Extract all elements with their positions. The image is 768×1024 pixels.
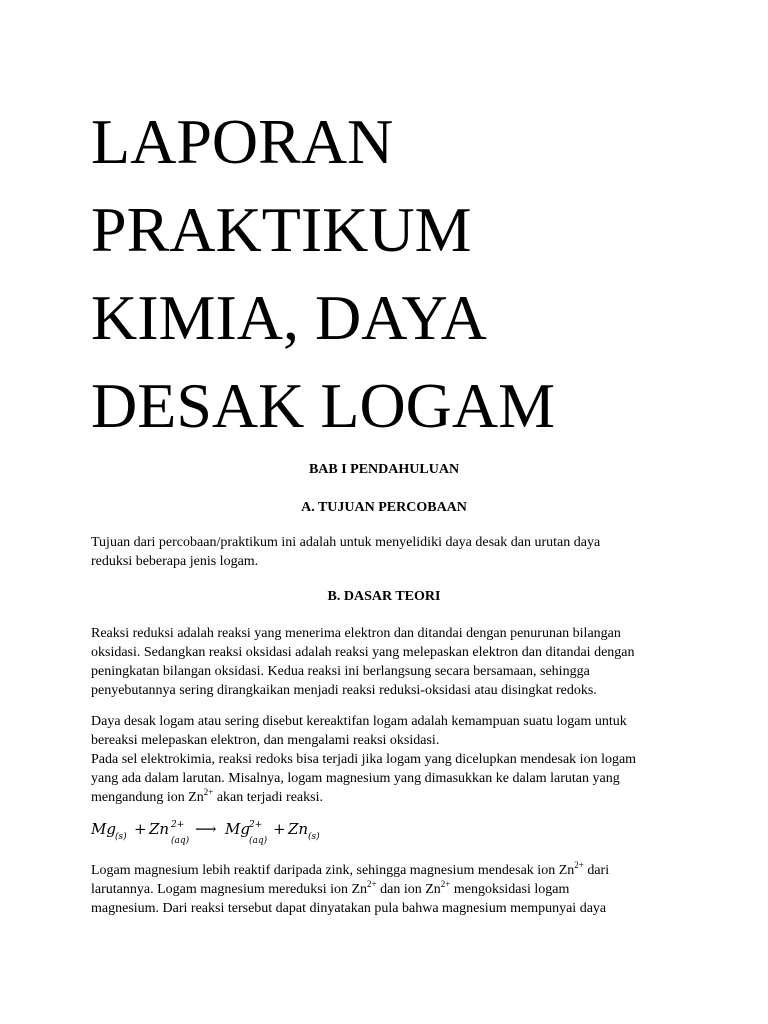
eq-term: Zn <box>288 820 309 838</box>
eq-arrow: ⟶ <box>195 820 217 838</box>
text-line <box>91 861 691 880</box>
text-line: yang ada dalam larutan. Misalnya, logam magnesium yang dimasukkan ke dalam larutan yang <box>91 771 620 786</box>
text-line <box>91 788 691 807</box>
text-line: Daya desak logam atau sering disebut kereaktifan logam adalah kemampuan suatu logam untuk <box>91 714 627 729</box>
text-run: dan ion Zn <box>376 882 441 897</box>
title-line: PRAKTIKUM <box>91 194 472 265</box>
section-a-heading: A. TUJUAN PERCOBAAN <box>301 500 467 515</box>
text-run: mengandung ion Zn <box>91 790 204 805</box>
text-line: penyebutannya sering dirangkaikan menjadi reaksi reduksi-oksidasi atau disingkat redoks. <box>91 683 597 698</box>
section-b-paragraph-2 <box>91 712 691 807</box>
eq-term: Mg <box>225 820 250 838</box>
text-line: Pada sel elektrokimia, reaksi redoks bisa terjadi jika logam yang dicelupkan mendesak ion logam <box>91 752 637 767</box>
eq-subscript: (aq) <box>171 836 190 846</box>
text-line: magnesium. Dari reaksi tersebut dapat dinyatakan pula bahwa magnesium mempunyai daya <box>91 901 607 916</box>
section-b-paragraph-3 <box>91 861 691 918</box>
text-run: Logam magnesium lebih reaktif daripada zink, sehingga magnesium mendesak ion Zn <box>91 863 575 878</box>
document-title <box>91 98 711 450</box>
text-line: Reaksi reduksi adalah reaksi yang menerima elektron dan ditandai dengan penurunan bilangan <box>91 626 621 641</box>
title-line: KIMIA, DAYA <box>91 282 487 353</box>
eq-subscript: (s) <box>308 832 320 842</box>
text-run: akan terjadi reaksi. <box>213 790 323 805</box>
title-line: DESAK LOGAM <box>91 370 555 441</box>
text-line: Tujuan dari percobaan/praktikum ini adalah untuk menyelidiki daya desak dan urutan daya <box>91 535 601 550</box>
superscript: 2+ <box>440 879 451 889</box>
eq-superscript: 2+ <box>171 820 185 830</box>
eq-term: Mg <box>91 820 116 838</box>
section-a-paragraph <box>91 533 691 571</box>
section-b-paragraph-1 <box>91 624 691 700</box>
chapter-heading: BAB I PENDAHULUAN <box>308 462 460 477</box>
reaction-equation <box>91 818 391 850</box>
text-line: peningkatan bilangan oksidasi. Kedua reaksi ini berlangsung secara bersamaan, sehingga <box>91 664 590 679</box>
eq-operator: + <box>273 820 286 838</box>
superscript: 2+ <box>203 787 214 797</box>
text-line: reduksi beberapa jenis logam. <box>91 554 259 569</box>
text-line: bereaksi melepaskan elektron, dan mengalami reaksi oksidasi. <box>91 733 440 748</box>
eq-subscript: (aq) <box>249 836 268 846</box>
section-b-heading: B. DASAR TEORI <box>327 589 441 604</box>
superscript: 2+ <box>574 860 584 870</box>
title-line: LAPORAN <box>91 106 394 177</box>
eq-subscript: (s) <box>115 832 127 842</box>
text-line <box>91 880 691 899</box>
text-line: oksidasi. Sedangkan reaksi oksidasi adalah reaksi yang melepaskan elektron dan ditandai dengan <box>91 645 635 660</box>
eq-term: Zn <box>149 820 170 838</box>
text-run: dari <box>583 863 610 878</box>
equation-svg <box>91 818 391 850</box>
text-run: mengoksidasi logam <box>450 882 570 897</box>
text-run: larutannya. Logam magnesium mereduksi ion Zn <box>91 882 368 897</box>
superscript: 2+ <box>367 879 377 889</box>
eq-operator: + <box>134 820 147 838</box>
eq-superscript: 2+ <box>249 820 263 830</box>
